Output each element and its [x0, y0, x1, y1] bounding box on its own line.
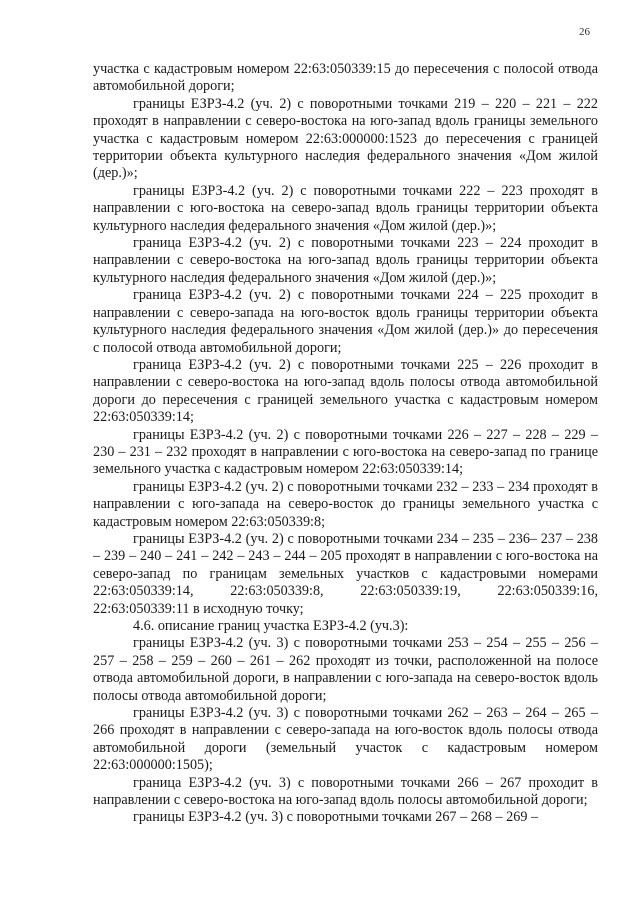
paragraph: границы ЕЗРЗ-4.2 (уч. 3) с поворотными точками 262 – 263 – 264 – 265 – 266 проходят в направлении с северо-запада на юго-восток вдоль полосы отвода автомобильной дороги (земельный участок с кадастровым номером 22:63:000000:1505);: [93, 705, 598, 774]
paragraph: границы ЕЗРЗ-4.2 (уч. 2) с поворотными точками 234 – 235 – 236– 237 – 238 – 239 – 240 – 241 – 242 – 243 – 244 – 205 проходят в направлении с юго-востока на северо-запад по границам земельных участков с кадастровыми номерами 22:63:050339:14, 22:63:050339:8, 22:63:050339:19, 22:63:050339:16, 22:63:050339:11 в исходную точку;: [93, 530, 598, 617]
paragraph: границы ЕЗРЗ-4.2 (уч. 2) с поворотными точками 222 – 223 проходят в направлении с юго-востока на северо-запад вдоль границы территории объекта культурного наследия федерального значения «Дом жилой (дер.)»;: [93, 182, 598, 234]
document-body: [93, 61, 598, 827]
paragraph: граница ЕЗРЗ-4.2 (уч. 2) с поворотными точками 223 – 224 проходит в направлении с северо-востока на юго-запад вдоль границы территории объекта культурного наследия федерального значения «Дом жилой (дер.)»;: [93, 235, 598, 286]
paragraph: границы ЕЗРЗ-4.2 (уч. 2) с поворотными точками 226 – 227 – 228 – 229 – 230 – 231 – 232 проходят в направлении с юго-востока на северо-запад по границе земельного участка с кадастровым номером 22:63:050339:14;: [93, 426, 598, 478]
section-heading: 4.6. описание границ участка ЕЗРЗ-4.2 (уч.3):: [133, 618, 409, 634]
paragraph: границы ЕЗРЗ-4.2 (уч. 3) с поворотными точками 267 – 268 – 269 –: [133, 809, 539, 826]
page-number: 26: [579, 26, 590, 38]
paragraph: границы ЕЗРЗ-4.2 (уч. 2) с поворотными точками 219 – 220 – 221 – 222 проходят в направлении с северо-востока на юго-запад вдоль границы земельного участка с кадастровым номером 22:63:000000:1523 до пересечения с границей территории объекта культурного наследия федерального значения «Дом жилой (дер.)»;: [93, 95, 598, 182]
paragraph: участка с кадастровым номером 22:63:050339:15 до пересечения с полосой отвода автомобильной дороги;: [93, 61, 598, 95]
paragraph: граница ЕЗРЗ-4.2 (уч. 2) с поворотными точками 224 – 225 проходит в направлении с северо-запада на юго-восток вдоль границы территории объекта культурного наследия федерального значения «Дом жилой (дер.)» до пересечения с полосой отвода автомобильной дороги;: [93, 287, 598, 356]
paragraph: граница ЕЗРЗ-4.2 (уч. 3) с поворотными точками 266 – 267 проходит в направлении с северо-востока на юго-запад вдоль полосы автомобильной дороги;: [93, 774, 598, 809]
paragraph: граница ЕЗРЗ-4.2 (уч. 2) с поворотными точками 225 – 226 проходит в направлении с северо-востока на юго-запад вдоль полосы отвода автомобильной дороги до пересечения с границей земельного участка с кадастровым номером 22:63:050339:14;: [93, 356, 598, 426]
paragraph: границы ЕЗРЗ-4.2 (уч. 3) с поворотными точками 253 – 254 – 255 – 256 – 257 – 258 – 259 – 260 – 261 – 262 проходят из точки, расположенной на полосе отвода автомобильной дороги, в направлении с юго-запада на северо-восток вдоль полосы отвода автомобильной дороги;: [93, 635, 598, 704]
paragraph: границы ЕЗРЗ-4.2 (уч. 2) с поворотными точками 232 – 233 – 234 проходят в направлении с юго-запада на северо-восток до границы земельного участка с кадастровым номером 22:63:050339:8;: [93, 478, 598, 530]
